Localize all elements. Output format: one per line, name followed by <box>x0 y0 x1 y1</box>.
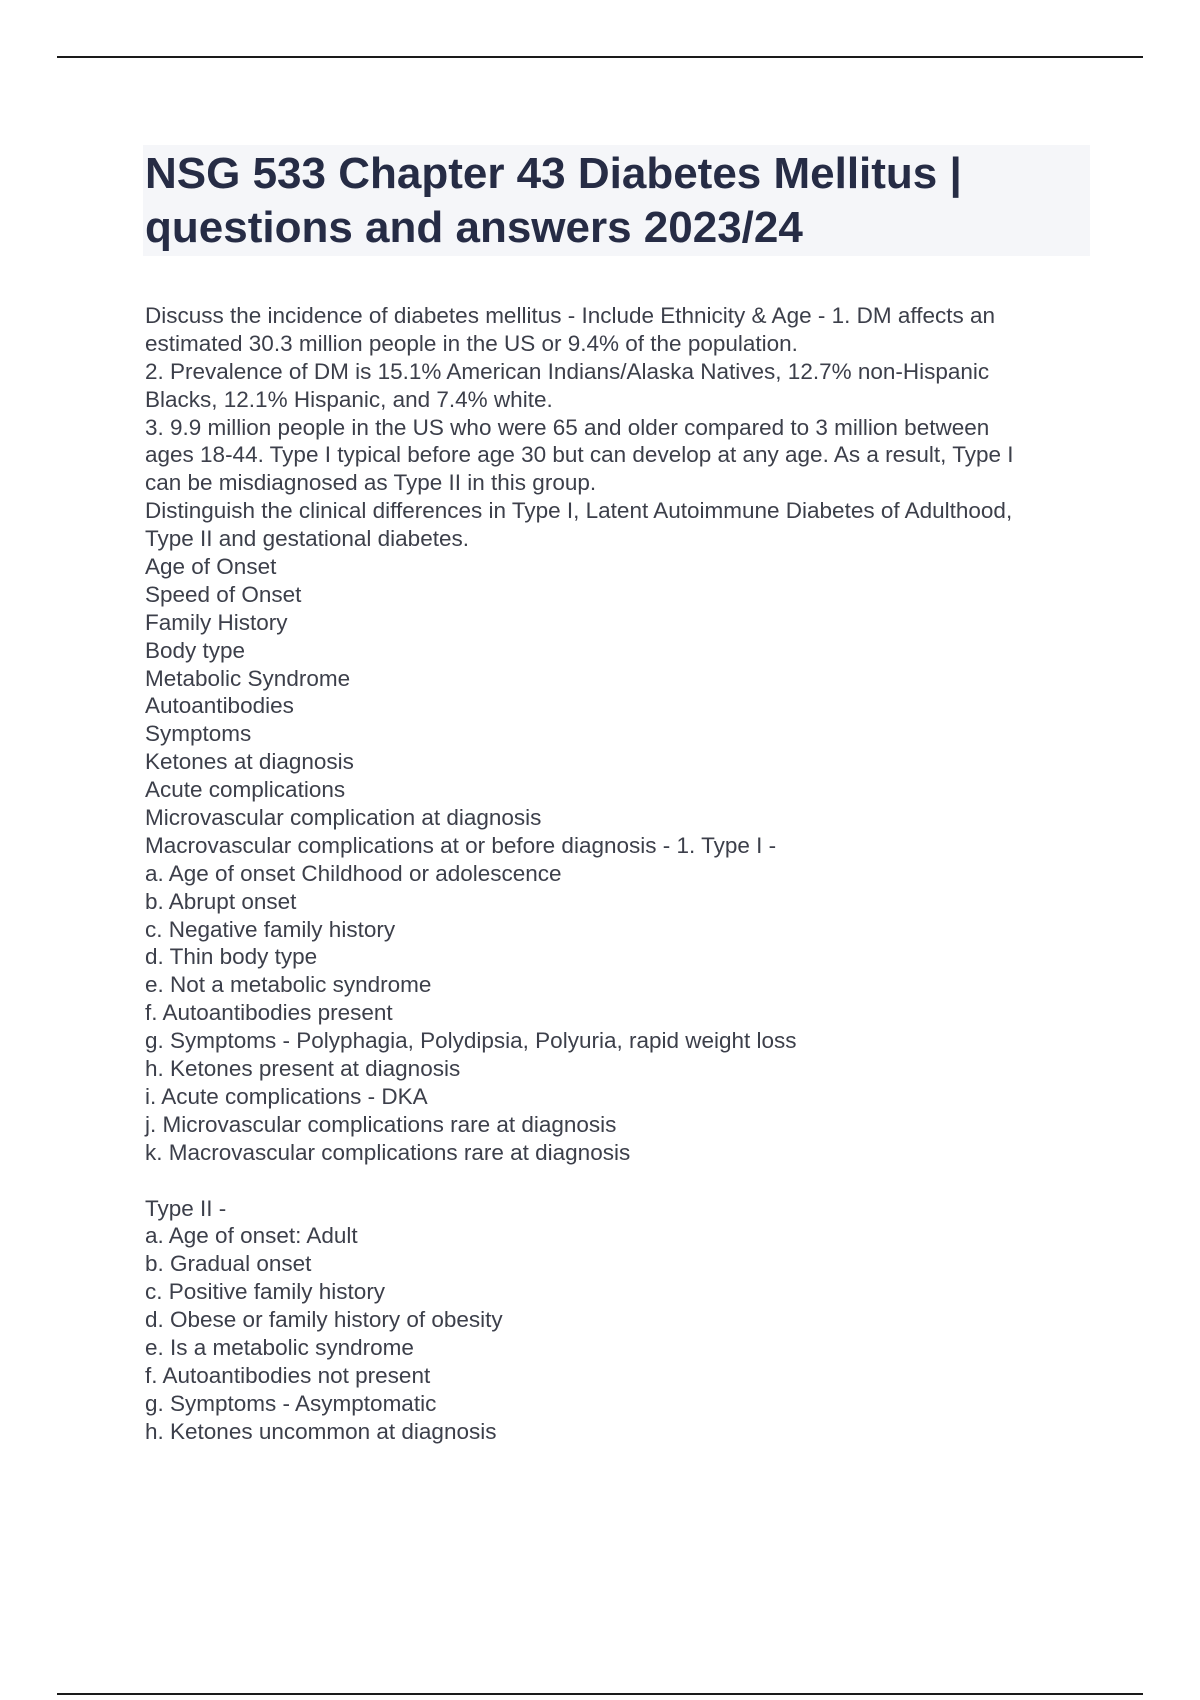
blank-line <box>145 1167 1095 1195</box>
text-line: g. Symptoms - Polyphagia, Polydipsia, Polyuria, rapid weight loss <box>145 1028 797 1054</box>
text-line: can be misdiagnosed as Type II in this group. <box>145 470 597 496</box>
text-line: Type II and gestational diabetes. <box>145 526 469 552</box>
text-line: 3. 9.9 million people in the US who were 65 and older compared to 3 million between <box>145 414 990 440</box>
text-line: k. Macrovascular complications rare at diagnosis <box>145 1139 631 1165</box>
text-line: Blacks, 12.1% Hispanic, and 7.4% white. <box>145 386 553 412</box>
text-line: Type II - <box>145 1195 227 1221</box>
text-line: i. Acute complications - DKA <box>145 1083 428 1109</box>
text-line: Family History <box>145 609 288 635</box>
bottom-rule <box>57 1693 1143 1695</box>
text-line: Speed of Onset <box>145 581 302 607</box>
text-line: c. Positive family history <box>145 1279 386 1305</box>
text-line: f. Autoantibodies not present <box>145 1362 431 1388</box>
text-line: d. Obese or family history of obesity <box>145 1307 503 1333</box>
document-body <box>145 302 1095 1446</box>
text-line: j. Microvascular complications rare at diagnosis <box>145 1111 617 1137</box>
text-line: b. Gradual onset <box>145 1251 312 1277</box>
text-line: ages 18-44. Type I typical before age 30 but can develop at any age. As a result, Type I <box>145 442 1014 468</box>
text-line: h. Ketones present at diagnosis <box>145 1056 461 1082</box>
top-rule <box>57 56 1143 58</box>
text-line: Macrovascular complications at or before diagnosis - 1. Type I - <box>145 832 777 858</box>
text-line: a. Age of onset Childhood or adolescence <box>145 860 562 886</box>
text-line: estimated 30.3 million people in the US or 9.4% of the population. <box>145 330 798 356</box>
text-line: h. Ketones uncommon at diagnosis <box>145 1418 497 1444</box>
text-line: Acute complications <box>145 777 346 803</box>
text-line: Microvascular complication at diagnosis <box>145 805 542 831</box>
text-line: Autoantibodies <box>145 693 294 719</box>
document-title <box>143 145 1090 256</box>
text-line: Age of Onset <box>145 554 277 580</box>
text-line: e. Not a metabolic syndrome <box>145 972 432 998</box>
text-line: g. Symptoms - Asymptomatic <box>145 1390 437 1416</box>
title-line: NSG 533 Chapter 43 Diabetes Mellitus | <box>145 149 962 198</box>
text-line: d. Thin body type <box>145 944 318 970</box>
text-line: Metabolic Syndrome <box>145 665 351 691</box>
text-line: Ketones at diagnosis <box>145 749 354 775</box>
text-line: f. Autoantibodies present <box>145 1000 393 1026</box>
text-line: e. Is a metabolic syndrome <box>145 1334 414 1360</box>
text-line: Distinguish the clinical differences in Type I, Latent Autoimmune Diabetes of Adulthood, <box>145 498 1013 524</box>
text-line: c. Negative family history <box>145 916 396 942</box>
text-line: b. Abrupt onset <box>145 888 297 914</box>
text-line: a. Age of onset: Adult <box>145 1223 358 1249</box>
text-line: Discuss the incidence of diabetes mellitus - Include Ethnicity & Age - 1. DM affects an <box>145 303 996 328</box>
title-line: questions and answers 2023/24 <box>145 203 803 252</box>
text-line: 2. Prevalence of DM is 15.1% American Indians/Alaska Natives, 12.7% non-Hispanic <box>145 358 990 384</box>
text-line: Symptoms <box>145 721 252 747</box>
text-line: Body type <box>145 637 246 663</box>
